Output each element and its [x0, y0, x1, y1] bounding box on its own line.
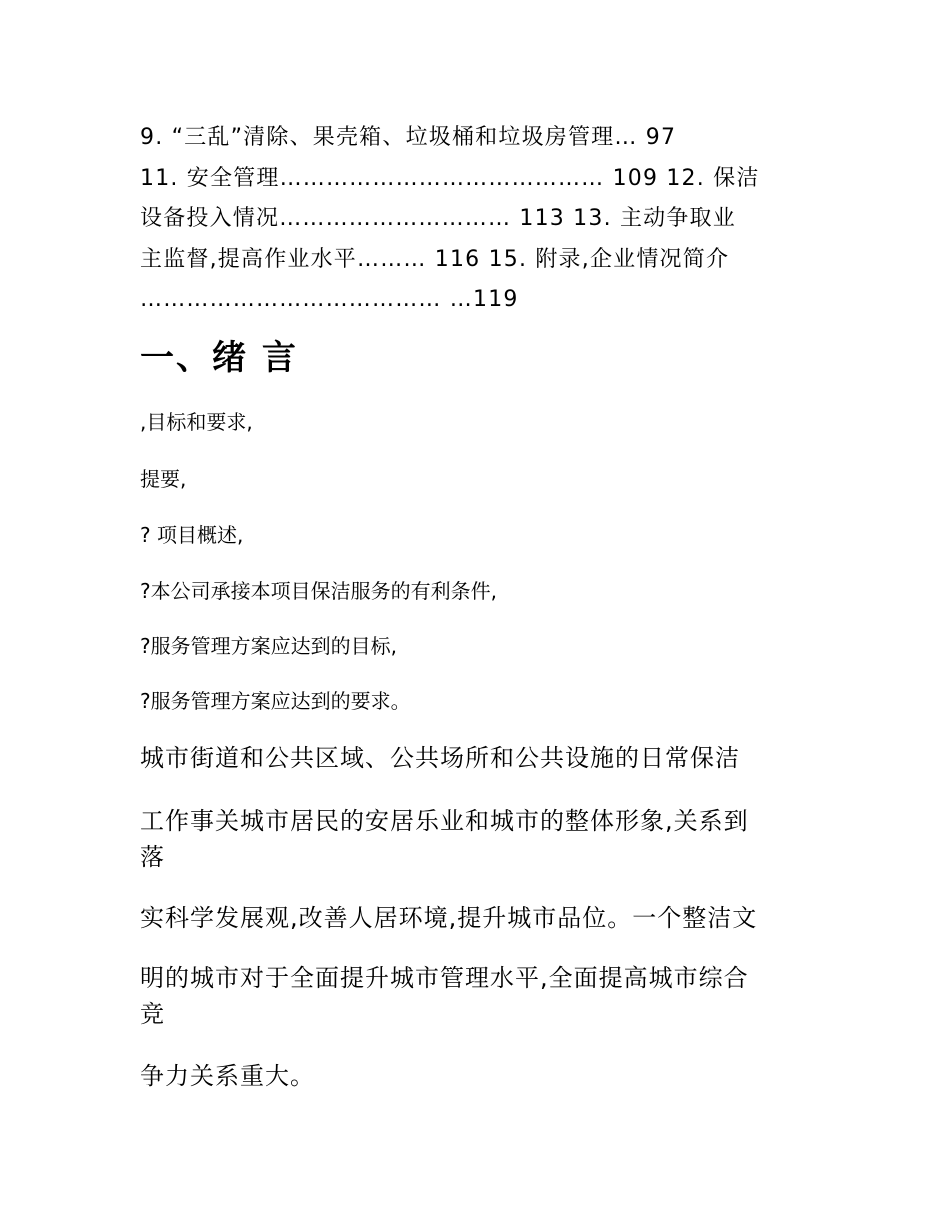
body-wrap-text: 竞	[140, 1000, 165, 1028]
summary-line: ,目标和要求,	[140, 410, 253, 434]
summary-line: ?本公司承接本项目保洁服务的有利条件,	[140, 579, 497, 603]
summary-line: ?服务管理方案应达到的目标,	[140, 634, 397, 658]
body-text: 城市街道和公共区域、公共场所和公共设施的日常保洁	[140, 744, 740, 772]
toc-line: 11. 安全管理…………………………………… 109 12. 保洁	[140, 165, 760, 191]
toc-line: 设备投入情况………………………… 113 13. 主动争取业	[140, 206, 736, 231]
body-paragraph-line	[140, 960, 820, 1032]
body-text: 实科学发展观,改善人居环境,提升城市品位。一个整洁文	[140, 904, 758, 932]
toc-line: 9. “三乱”清除、果壳箱、垃圾桶和垃圾房管理… 97	[140, 125, 677, 150]
body-paragraph-line	[140, 1058, 820, 1094]
summary-line: 提要,	[140, 467, 187, 491]
table-of-contents	[140, 118, 820, 321]
toc-line: ………………………………… …119	[140, 287, 519, 312]
summary-line: ?服务管理方案应达到的要求。	[140, 689, 411, 713]
body-text: 争力关系重大。	[140, 1062, 315, 1090]
body-text: 明的城市对于全面提升城市管理水平,全面提高城市综合	[140, 964, 749, 992]
body-paragraph-line	[140, 900, 820, 936]
body-text: 工作事关城市居民的安居乐业和城市的整体形象,关系到	[140, 807, 749, 835]
summary-line: ? 项目概述,	[140, 523, 244, 547]
body-paragraph-line	[140, 803, 820, 875]
body-paragraph-line	[140, 740, 820, 776]
toc-line: 主监督,提高作业水平……… 116 15. 附录,企业情况简介	[140, 246, 730, 272]
body-wrap-text: 落	[140, 843, 165, 871]
section-heading: 一、绪 言	[140, 338, 298, 378]
